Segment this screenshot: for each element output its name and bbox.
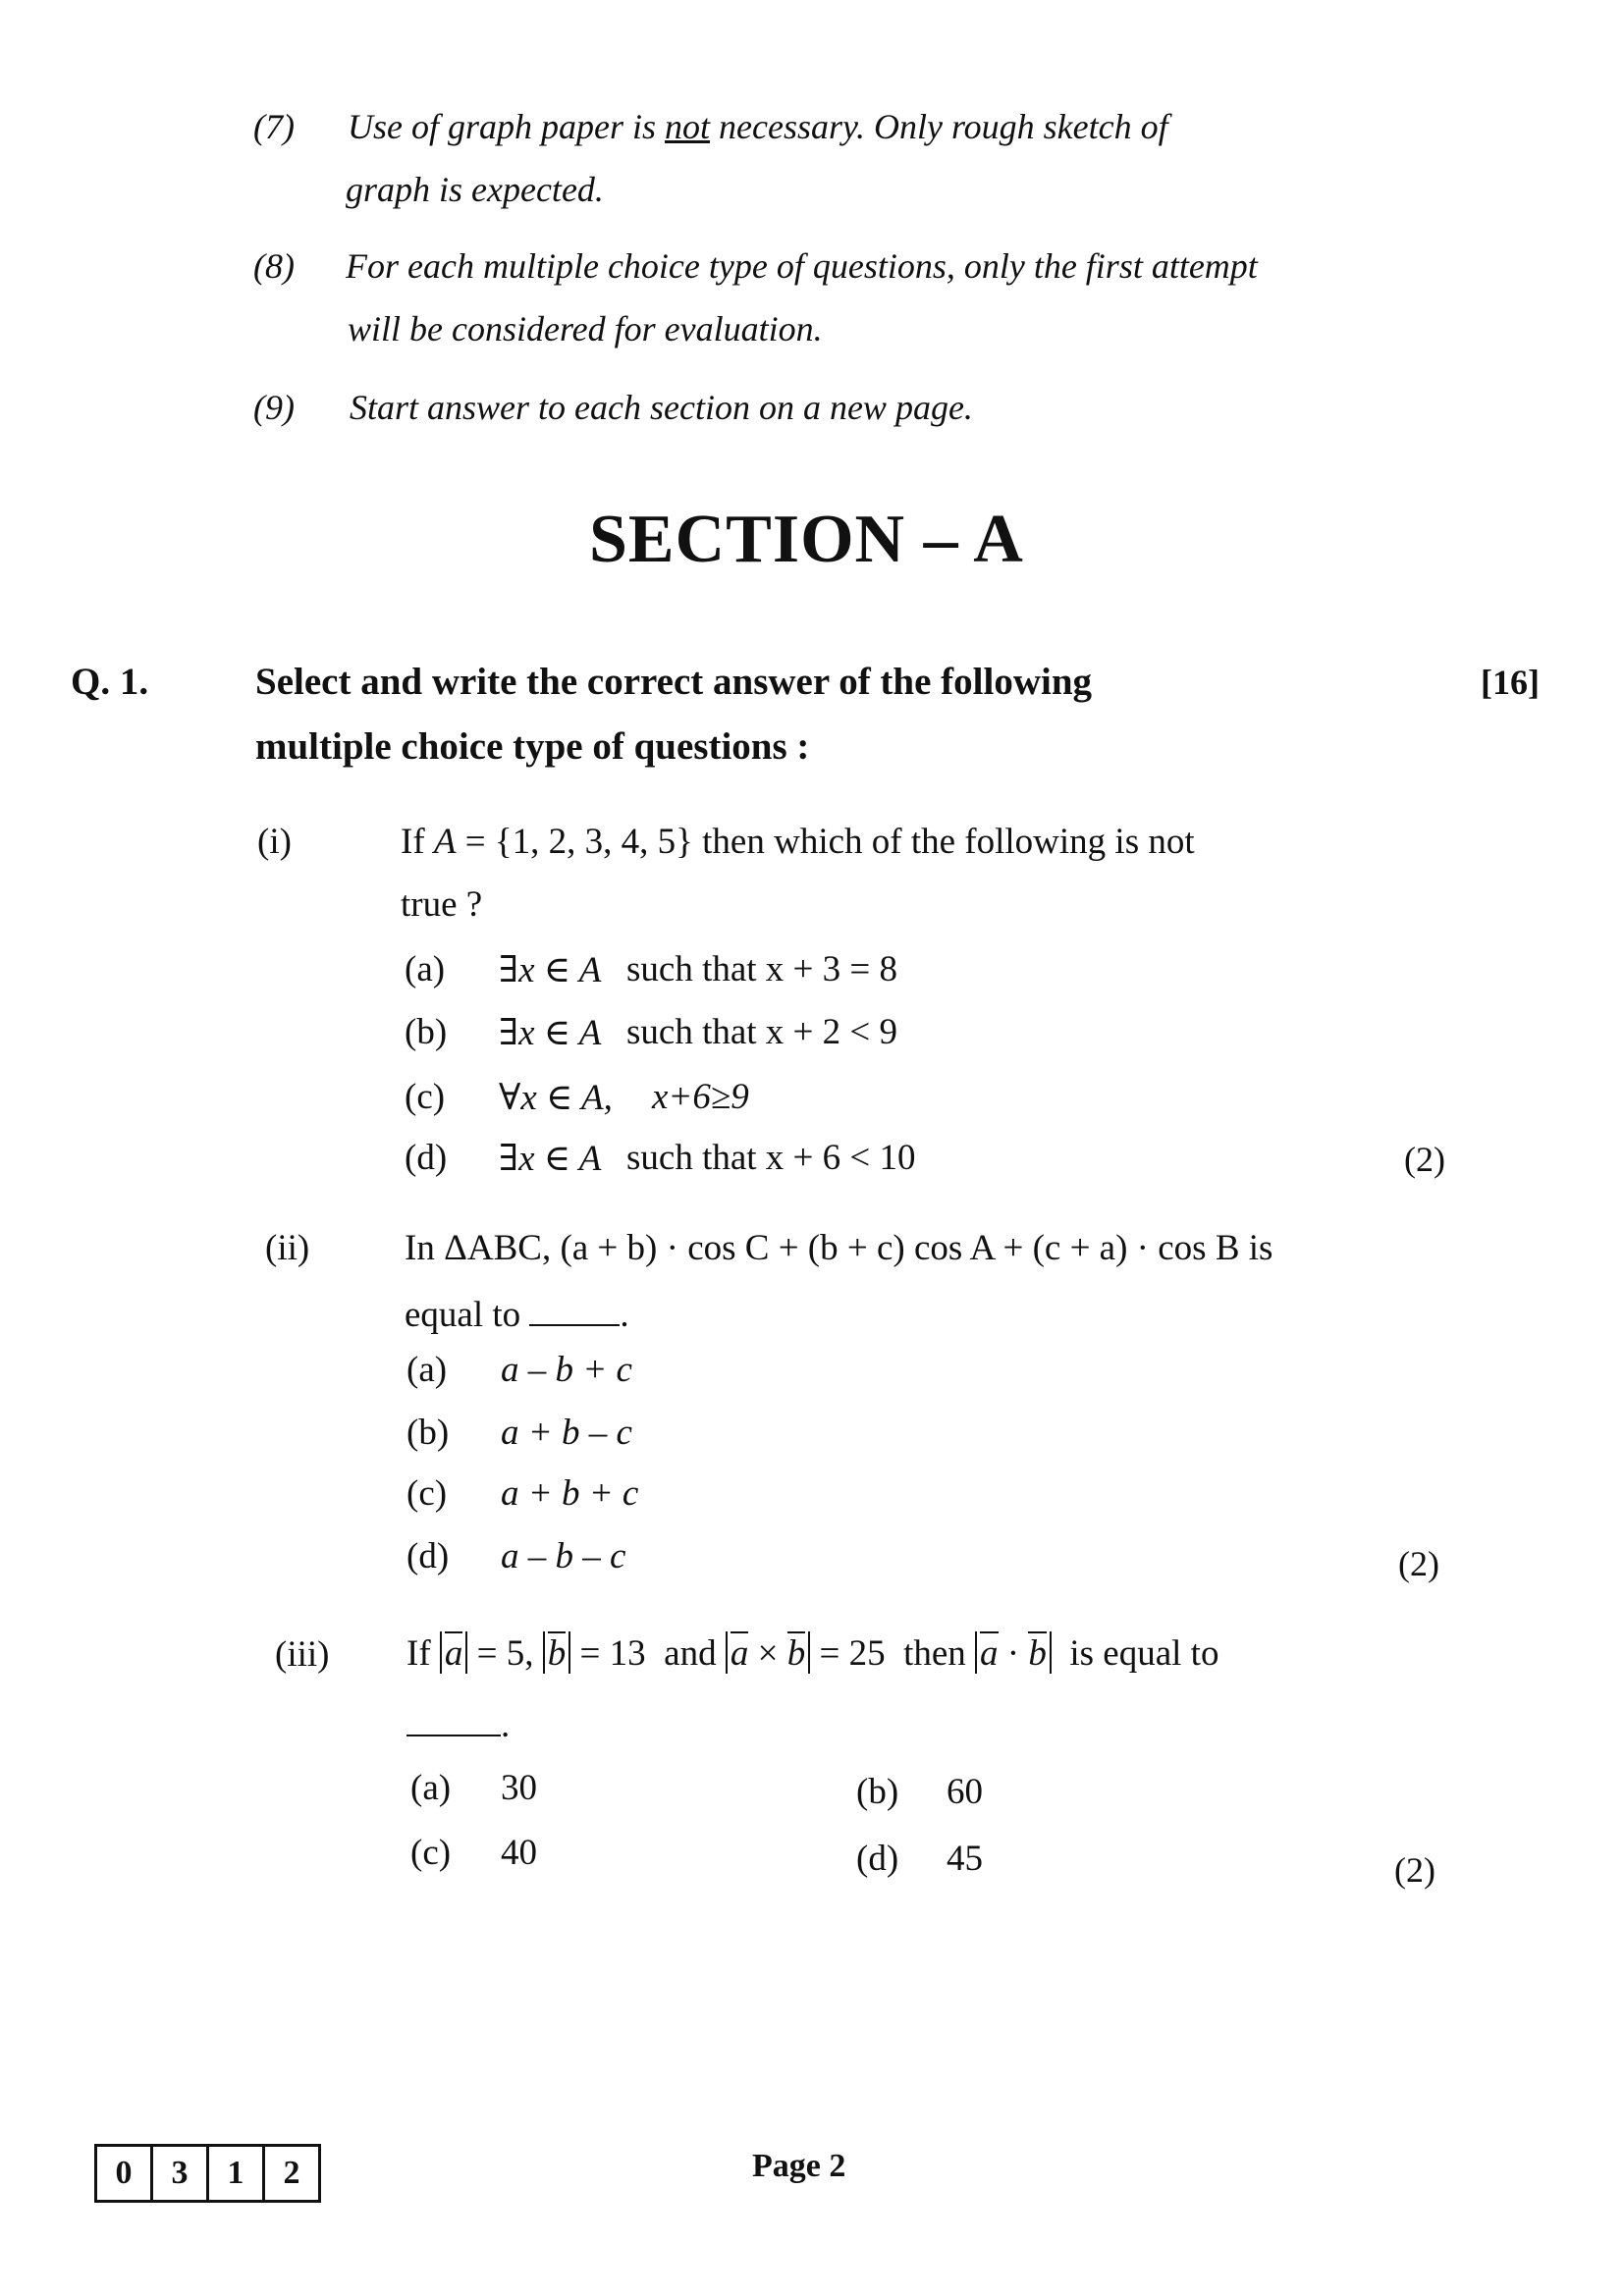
option-i-d	[405, 1137, 1092, 1186]
subquestion-text-line1: If a = 5, b = 13 and a × b = 25 then a · b is equal to	[406, 1633, 1219, 1674]
instruction-text: For each multiple choice type of questions, only the first attempt	[346, 246, 1258, 286]
question-text-line1: Select and write the correct answer of the following	[255, 661, 1093, 703]
option-label: (d)	[406, 1536, 450, 1576]
magnitude-a-cross-b: a × b	[726, 1631, 810, 1674]
magnitude-a: a	[440, 1631, 468, 1674]
code-digit: 3	[153, 2147, 209, 2200]
instruction-number: (8)	[253, 246, 295, 286]
option-text: such that x + 6 < 10	[626, 1138, 916, 1178]
subquestion-marks: (2)	[1404, 1140, 1445, 1179]
answer-blank-line: .	[406, 1698, 510, 1746]
option-text: 45	[947, 1839, 983, 1879]
code-digit: 0	[97, 2147, 153, 2200]
section-title: SECTION – A	[589, 502, 1024, 577]
option-ii-d	[406, 1535, 996, 1584]
option-text: a + b + c	[501, 1473, 639, 1514]
magnitude-b: b	[543, 1631, 571, 1674]
option-i-b	[405, 1011, 1092, 1060]
subquestion-text-line2: true ?	[401, 884, 483, 925]
paper-code-box	[94, 2144, 321, 2203]
option-iii-a	[410, 1767, 803, 1816]
option-label: (d)	[405, 1138, 448, 1178]
option-label: (a)	[405, 949, 446, 989]
option-label: (c)	[410, 1833, 452, 1873]
option-ii-a	[406, 1349, 996, 1398]
subquestion-text-line1: If A = {1, 2, 3, 4, 5} then which of the following is not	[401, 822, 1195, 862]
option-label: (b)	[405, 1012, 448, 1052]
code-digit: 1	[209, 2147, 265, 2200]
option-text: a – b – c	[501, 1536, 626, 1576]
option-label: (b)	[406, 1413, 450, 1453]
subquestion-label: (iii)	[275, 1634, 330, 1675]
option-label: (a)	[410, 1768, 452, 1808]
option-math: ∃x ∈ A	[499, 1013, 602, 1053]
option-math: ∀x ∈ A,	[499, 1078, 613, 1118]
page-number: Page 2	[752, 2148, 846, 2184]
option-text: 30	[501, 1768, 537, 1808]
emphasis-not: not	[665, 107, 711, 146]
instruction-number: (7)	[253, 107, 295, 146]
option-text: a + b – c	[501, 1413, 632, 1453]
option-math: ∃x ∈ A	[499, 950, 602, 990]
instruction-text: Start answer to each section on a new page.	[350, 388, 973, 427]
option-ii-c	[406, 1472, 996, 1522]
magnitude-a-dot-b: a · b	[975, 1631, 1052, 1674]
instruction-7	[253, 106, 1432, 214]
option-iii-b	[856, 1771, 1249, 1820]
code-digit: 2	[283, 2155, 300, 2191]
option-i-a	[405, 948, 1092, 997]
subquestion-label: (i)	[257, 822, 292, 862]
question-marks: [16]	[1481, 663, 1540, 702]
question-text-line2: multiple choice type of questions :	[255, 725, 810, 768]
option-text: a – b + c	[501, 1350, 632, 1390]
option-math: ∃x ∈ A	[499, 1139, 602, 1179]
instruction-8	[253, 245, 1432, 353]
subquestion-marks: (2)	[1398, 1544, 1439, 1583]
subquestion-marks: (2)	[1394, 1850, 1435, 1890]
instruction-text-cont: will be considered for evaluation.	[348, 309, 823, 348]
option-ii-b	[406, 1412, 996, 1461]
option-text: such that x + 2 < 9	[626, 1012, 898, 1052]
option-text: 40	[501, 1833, 537, 1873]
option-label: (c)	[405, 1077, 446, 1117]
option-iii-c	[410, 1832, 803, 1881]
option-label: (a)	[406, 1350, 448, 1390]
option-text: x+6≥9	[652, 1077, 749, 1117]
option-text: such that x + 3 = 8	[626, 949, 898, 989]
instruction-9	[253, 387, 1432, 436]
option-iii-d	[856, 1838, 1249, 1887]
subquestion-text-line2: equal to .	[405, 1288, 629, 1336]
option-label: (b)	[856, 1772, 899, 1812]
instruction-text: Use of graph paper is not necessary. Only rough sketch of	[348, 107, 1168, 146]
subquestion-text-line1: In ΔABC, (a + b) · cos C + (b + c) cos A + (c + a) · cos B is	[405, 1228, 1273, 1268]
subquestion-label: (ii)	[265, 1228, 310, 1268]
answer-blank	[529, 1288, 620, 1326]
option-label: (c)	[406, 1473, 448, 1514]
instruction-text-cont: graph is expected.	[346, 170, 604, 209]
option-text: 60	[947, 1772, 983, 1812]
question-number: Q. 1.	[71, 661, 149, 703]
option-i-c	[405, 1076, 1092, 1125]
instruction-number: (9)	[253, 388, 295, 427]
option-label: (d)	[856, 1839, 899, 1879]
